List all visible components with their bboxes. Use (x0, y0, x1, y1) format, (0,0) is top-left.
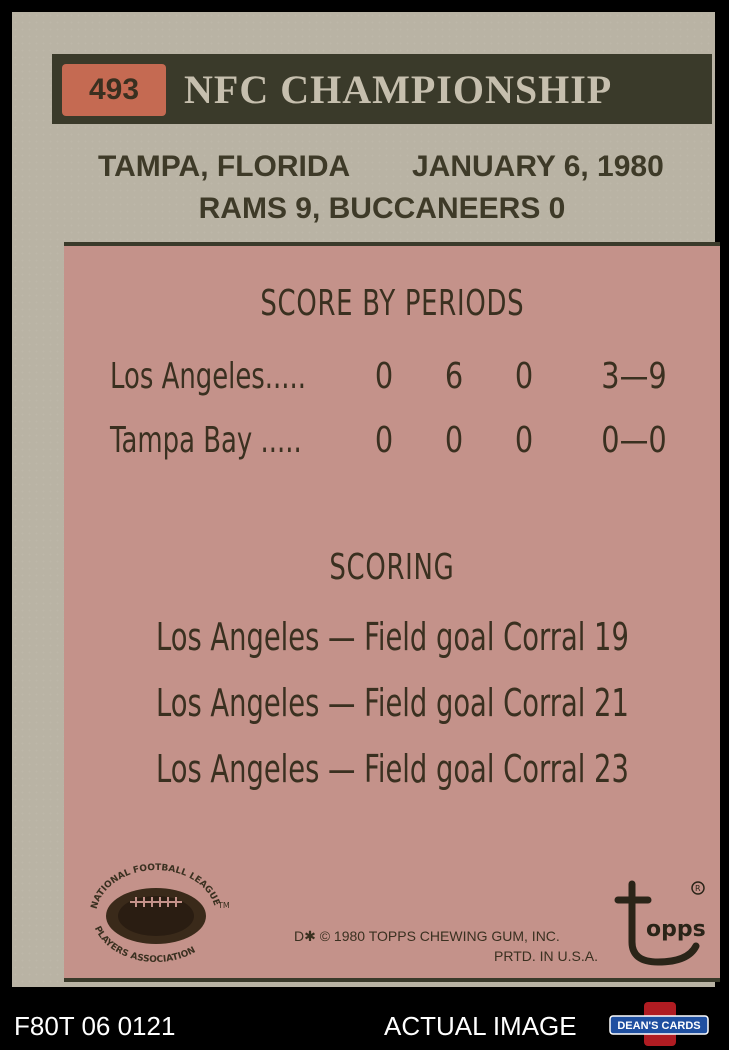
stats-panel (64, 242, 720, 982)
game-result: RAMS 9, BUCCANEERS 0 (198, 192, 566, 225)
svg-text:TM: TM (218, 901, 230, 910)
score-q2: 0 (444, 420, 464, 461)
game-location: TAMPA, FLORIDA (98, 150, 351, 183)
deans-cards-logo-icon (606, 1000, 712, 1048)
scoring-play: Los Angeles — Field goal Corral 21 (155, 681, 629, 725)
score-heading: SCORE BY PERIODS (259, 283, 525, 324)
score-q2: 6 (444, 356, 464, 397)
score-q4-total: 3—9 (601, 356, 667, 397)
score-q1: 0 (374, 420, 394, 461)
topps-logo-icon (612, 876, 708, 968)
scoring-heading: SCORING (329, 547, 455, 588)
copyright-line: D✱ © 1980 TOPPS CHEWING GUM, INC. (294, 928, 560, 944)
svg-text:DEAN'S CARDS: DEAN'S CARDS (617, 1020, 701, 1032)
score-team: Los Angeles..... (110, 356, 306, 397)
score-q3: 0 (514, 420, 534, 461)
score-row (64, 416, 720, 466)
actual-image-label: ACTUAL IMAGE (384, 1011, 577, 1041)
copyright-notice (294, 926, 634, 966)
sku-label: F80T 06 0121 (14, 1011, 176, 1041)
svg-text:NATIONAL FOOTBALL LEAGUE: NATIONAL FOOTBALL LEAGUE (89, 862, 222, 911)
score-row (64, 352, 720, 402)
card-title: NFC CHAMPIONSHIP (184, 67, 613, 112)
printed-line: PRTD. IN U.S.A. (494, 948, 598, 964)
score-team: Tampa Bay ..... (110, 420, 302, 461)
card-number-badge: 493 (62, 64, 166, 116)
score-q1: 0 (374, 356, 394, 397)
scoring-play: Los Angeles — Field goal Corral 23 (155, 747, 629, 791)
trading-card-back (12, 12, 715, 987)
game-date: JANUARY 6, 1980 (412, 150, 664, 183)
svg-text:opps: opps (646, 917, 706, 942)
score-q4-total: 0—0 (601, 420, 667, 461)
score-q3: 0 (514, 356, 534, 397)
svg-text:R: R (695, 884, 701, 893)
scoring-play: Los Angeles — Field goal Corral 19 (155, 615, 629, 659)
svg-text:PLAYERS ASSOCIATION: PLAYERS ASSOCIATION (91, 924, 198, 964)
nflpa-football-logo-icon (78, 854, 234, 964)
